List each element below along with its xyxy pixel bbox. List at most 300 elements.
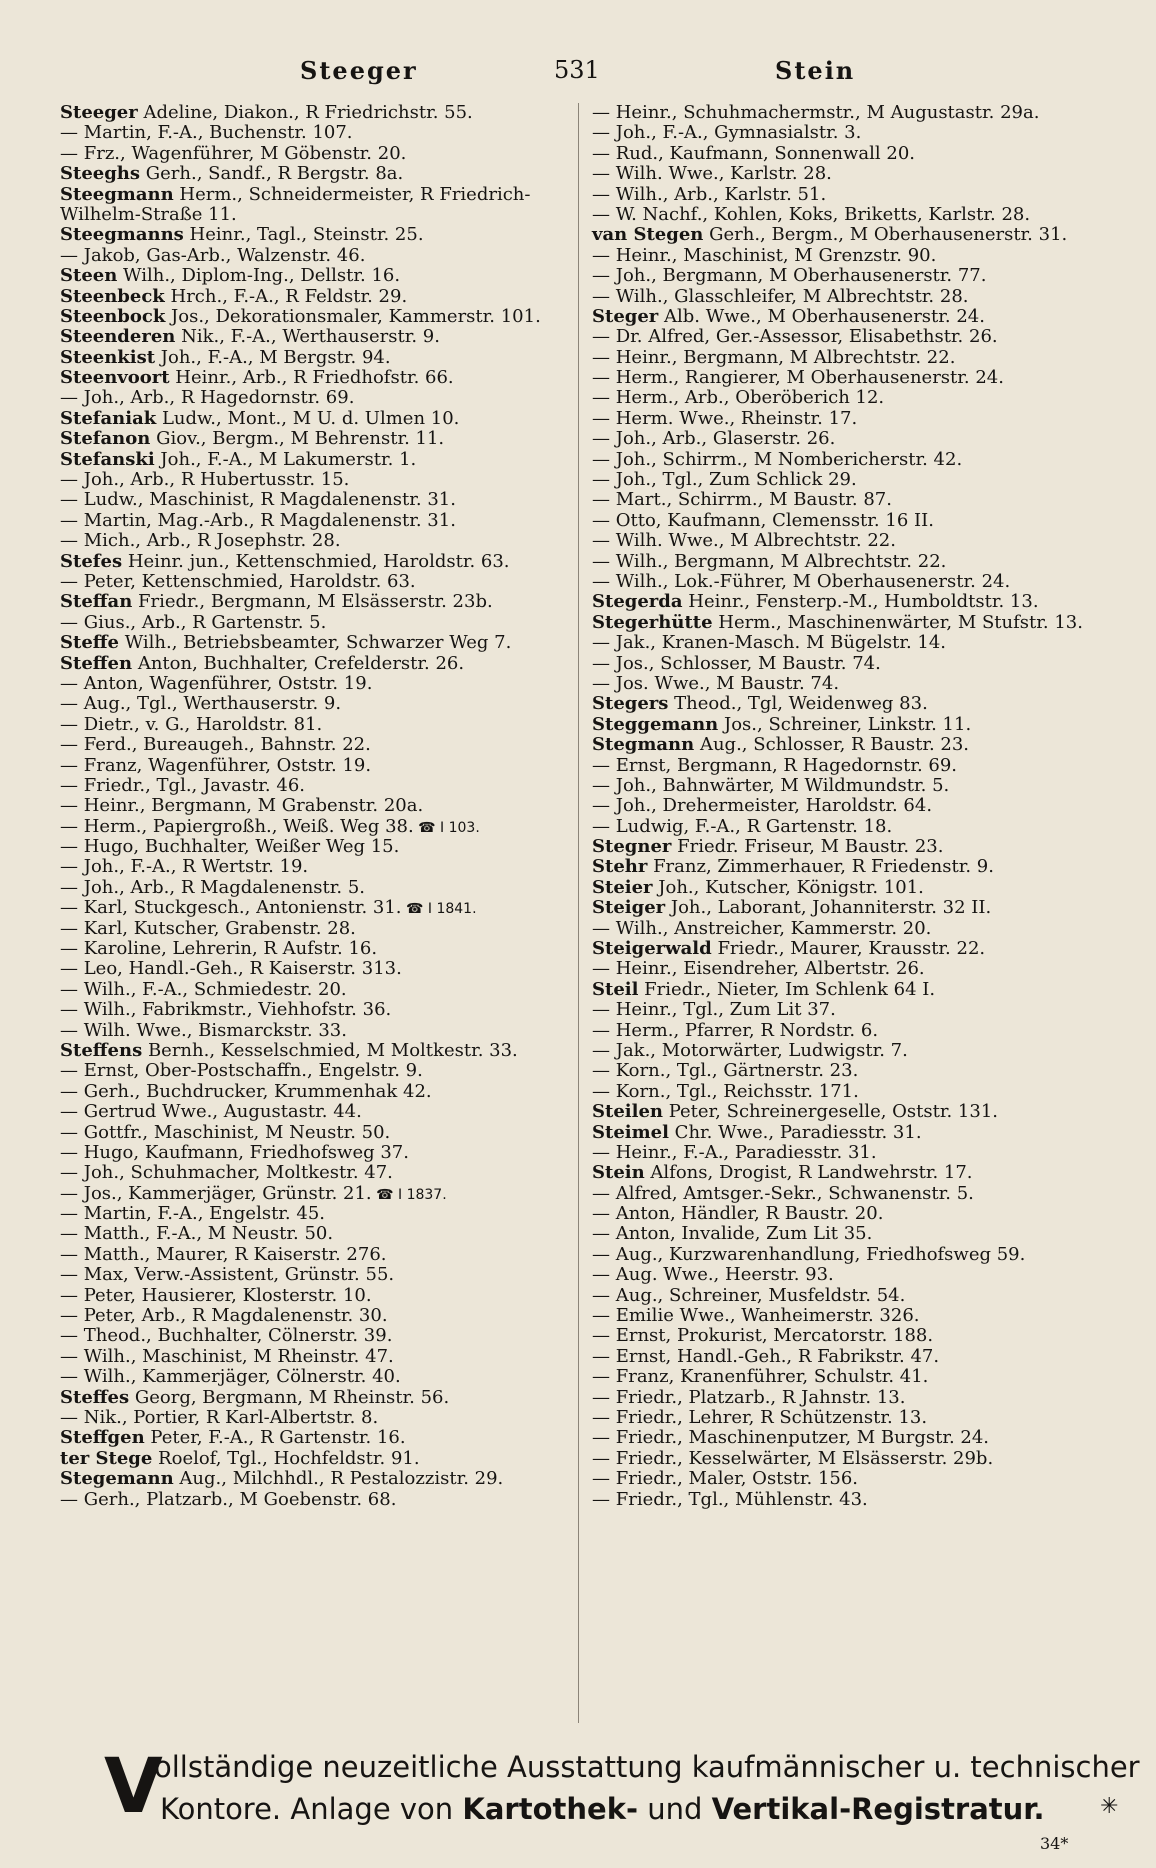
entry-details: — Heinr., F.-A., Paradiesstr. 31.	[592, 1141, 877, 1163]
directory-entry	[60, 1102, 565, 1122]
entry-surname: Stehr	[592, 856, 648, 878]
directory-entry	[60, 1490, 565, 1510]
directory-entry	[60, 796, 565, 816]
ad-initial: V	[104, 1741, 163, 1830]
entry-details: — Ernst, Ober-Postschaffn., Engelstr. 9.	[60, 1060, 423, 1082]
entry-details: — Herm., Pfarrer, R Nordstr. 6.	[592, 1019, 879, 1041]
entry-details: — Karoline, Lehrerin, R Aufstr. 16.	[60, 938, 378, 960]
directory-entry	[592, 1102, 1132, 1122]
entry-surname: Steffen	[60, 652, 133, 674]
entry-surname: Steigerwald	[592, 938, 712, 960]
directory-entry	[60, 266, 565, 286]
entry-surname: Steimel	[592, 1121, 669, 1143]
directory-entry	[60, 1449, 565, 1469]
entry-details: — Wilh., Lok.-Führer, M Oberhausenerstr. 24.	[592, 570, 1011, 592]
directory-entry	[60, 287, 565, 307]
directory-entry	[592, 939, 1132, 959]
entry-details: — Leo, Handl.-Geh., R Kaiserstr. 313.	[60, 958, 402, 980]
running-header	[0, 52, 1156, 92]
entry-details: Herm., Schneidermeister, R Friedrich-	[173, 183, 531, 205]
directory-entry	[592, 1021, 1132, 1041]
entry-details: Wilh., Betriebsbeamter, Schwarzer Weg 7.	[119, 632, 512, 654]
entry-surname: Steegmanns	[60, 224, 184, 246]
entry-details: — Joh., Tgl., Zum Schlick 29.	[592, 469, 857, 491]
directory-entry	[592, 1408, 1132, 1428]
directory-entry	[592, 287, 1132, 307]
entry-details: — Anton, Invalide, Zum Lit 35.	[592, 1223, 873, 1245]
entry-details: Friedr., Bergmann, M Elsässerstr. 23b.	[132, 591, 493, 613]
entry-details: — Wilh., Maschinist, M Rheinstr. 47.	[60, 1345, 394, 1367]
entry-details: — Jak., Kranen-Masch. M Bügelstr. 14.	[592, 632, 947, 654]
directory-entry	[592, 1265, 1132, 1285]
entry-details: — Friedr., Tgl., Mühlenstr. 43.	[592, 1488, 868, 1510]
entry-surname: Steger	[592, 305, 659, 327]
ad-line-1: ollständige neuzeitliche Ausstattung kaufmännischer u. technischer	[154, 1750, 1140, 1784]
advertisement	[100, 1741, 1140, 1836]
entry-details: — Dr. Alfred, Ger.-Assessor, Elisabethstr. 26.	[592, 326, 998, 348]
entry-details: Gerh., Bergm., M Oberhausenerstr. 31.	[703, 224, 1068, 246]
entry-details: — Jos. Wwe., M Baustr. 74.	[592, 672, 840, 694]
entry-details: — Peter, Hausierer, Klosterstr. 10.	[60, 1284, 372, 1306]
entry-details: — Franz, Kranenführer, Schulstr. 41.	[592, 1366, 929, 1388]
directory-entry	[60, 368, 565, 388]
directory-entry	[60, 103, 565, 123]
directory-entry	[60, 1123, 565, 1143]
directory-entry	[592, 368, 1132, 388]
entry-details: — Heinr., Bergmann, M Grabenstr. 20a.	[60, 795, 424, 817]
telephone-number: ☎ I 1841.	[401, 901, 477, 918]
entry-details: — Joh., Bergmann, M Oberhausenerstr. 77.	[592, 265, 987, 287]
directory-entry	[592, 1347, 1132, 1367]
directory-entry	[60, 490, 565, 510]
entry-details: — Wilh., Kammerjäger, Cölnerstr. 40.	[60, 1366, 401, 1388]
directory-entry	[60, 1408, 565, 1428]
printer-mark-icon: ✳	[1100, 1794, 1119, 1819]
directory-entry	[592, 144, 1132, 164]
directory-entry	[60, 409, 565, 429]
directory-entry	[60, 959, 565, 979]
ad-line-2c: und	[638, 1792, 712, 1826]
directory-entry	[592, 511, 1132, 531]
directory-entry	[60, 1265, 565, 1285]
entry-details: — Peter, Kettenschmied, Haroldstr. 63.	[60, 570, 416, 592]
entry-details: — Joh., Arb., R Hagedornstr. 69.	[60, 387, 355, 409]
directory-entry	[60, 633, 565, 653]
entry-details: — Dietr., v. G., Haroldstr. 81.	[60, 713, 323, 735]
entry-surname: Steil	[592, 978, 639, 1000]
entry-details: Heinr., Fensterp.-M., Humboldtstr. 13.	[682, 591, 1039, 613]
directory-entry	[60, 531, 565, 551]
directory-entry	[60, 694, 565, 714]
directory-entry	[592, 1184, 1132, 1204]
entry-details: — Otto, Kaufmann, Clemensstr. 16 II.	[592, 509, 934, 531]
directory-entry	[60, 1326, 565, 1346]
entry-details: — Friedr., Lehrer, R Schützenstr. 13.	[592, 1407, 928, 1428]
entry-details: Chr. Wwe., Paradiesstr. 31.	[668, 1121, 922, 1143]
directory-entry	[592, 613, 1132, 633]
directory-entry	[60, 470, 565, 490]
entry-details: Roelof, Tgl., Hochfeldstr. 91.	[152, 1447, 420, 1469]
directory-entry	[60, 1306, 565, 1326]
entry-details: — Jak., Motorwärter, Ludwigstr. 7.	[592, 1039, 908, 1061]
directory-entry	[60, 307, 565, 327]
entry-surname: Steffan	[60, 591, 133, 613]
entry-details: — Karl, Stuckgesch., Antonienstr. 31.	[60, 897, 402, 919]
entry-details: Friedr., Nieter, Im Schlenk 64 I.	[638, 978, 936, 1000]
directory-entry	[592, 1224, 1132, 1244]
entry-details: — Friedr., Maler, Oststr. 156.	[592, 1468, 859, 1490]
directory-entry	[592, 246, 1132, 266]
entry-details: — Karl, Kutscher, Grabenstr. 28.	[60, 917, 356, 939]
directory-entry	[60, 878, 565, 898]
directory-entry	[60, 1184, 565, 1204]
entry-details: — Anton, Wagenführer, Oststr. 19.	[60, 672, 373, 694]
directory-entry	[592, 776, 1132, 796]
entry-details: — Wilh. Wwe., Bismarckstr. 33.	[60, 1019, 347, 1041]
entry-details: Giov., Bergm., M Behrenstr. 11.	[150, 428, 445, 450]
entry-details: — Franz, Wagenführer, Oststr. 19.	[60, 754, 372, 776]
entry-details: — Gottfr., Maschinist, M Neustr. 50.	[60, 1121, 391, 1143]
entry-details: Alfons, Drogist, R Landwehrstr. 17.	[644, 1162, 973, 1184]
entry-details: — Aug., Tgl., Werthauserstr. 9.	[60, 693, 342, 715]
directory-entry	[592, 1123, 1132, 1143]
left-column	[60, 103, 565, 1510]
entry-surname: Steen	[60, 265, 118, 287]
entry-details: Heinr. jun., Kettenschmied, Haroldstr. 63.	[122, 550, 510, 572]
directory-entry	[60, 756, 565, 776]
entry-details: Hrch., F.-A., R Feldstr. 29.	[164, 285, 408, 307]
entry-details: — Friedr., Maschinenputzer, M Burgstr. 24.	[592, 1427, 990, 1449]
directory-entry	[592, 1326, 1132, 1346]
directory-entry	[60, 348, 565, 368]
entry-details: — Aug., Kurzwarenhandlung, Friedhofsweg 59.	[592, 1243, 1026, 1265]
entry-details: — Heinr., Tgl., Zum Lit 37.	[592, 999, 836, 1021]
directory-entry	[592, 837, 1132, 857]
entry-details: — Herm., Rangierer, M Oberhausenerstr. 24.	[592, 367, 1004, 389]
entry-details: Alb. Wwe., M Oberhausenerstr. 24.	[658, 305, 985, 327]
header-left-word: Steeger	[300, 56, 418, 85]
entry-details: Peter, Schreinergeselle, Oststr. 131.	[662, 1101, 999, 1123]
entry-details: — Heinr., Maschinist, M Grenzstr. 90.	[592, 244, 937, 266]
entry-details: — Joh., F.-A., R Wertstr. 19.	[60, 856, 309, 878]
directory-entry	[592, 1306, 1132, 1326]
column-divider	[578, 103, 579, 1723]
entry-details: — Matth., F.-A., M Neustr. 50.	[60, 1223, 334, 1245]
entry-details: — Gerh., Buchdrucker, Krummenhak 42.	[60, 1080, 432, 1102]
directory-entry	[592, 980, 1132, 1000]
entry-details: — Frz., Wagenführer, M Göbenstr. 20.	[60, 142, 407, 164]
entry-surname: Stefes	[60, 550, 123, 572]
entry-surname: Stefanon	[60, 428, 151, 450]
entry-details: — Jakob, Gas-Arb., Walzenstr. 46.	[60, 244, 366, 266]
directory-entry	[60, 1041, 565, 1061]
entry-surname: Steenbock	[60, 305, 166, 327]
entry-details: — Martin, Mag.-Arb., R Magdalenenstr. 31.	[60, 509, 456, 531]
entry-details: Aug., Schlosser, R Baustr. 23.	[694, 734, 970, 756]
directory-entry	[592, 348, 1132, 368]
directory-entry	[60, 1469, 565, 1489]
directory-entry	[592, 1428, 1132, 1448]
directory-entry	[592, 185, 1132, 205]
directory-entry	[60, 715, 565, 735]
entry-details: Heinr., Arb., R Friedhofstr. 66.	[169, 367, 454, 389]
page-number: 531	[554, 56, 600, 84]
directory-entry	[60, 1224, 565, 1244]
entry-details: — Gertrud Wwe., Augustastr. 44.	[60, 1101, 362, 1123]
directory-entry	[60, 735, 565, 755]
directory-entry	[60, 1428, 565, 1448]
ad-line-2a: Kontore. Anlage von	[160, 1792, 463, 1826]
directory-entry	[592, 1449, 1132, 1469]
ad-line-2b: Kartothek-	[462, 1792, 639, 1826]
directory-entry	[60, 857, 565, 877]
directory-entry	[592, 470, 1132, 490]
entry-details: — Friedr., Platzarb., R Jahnstr. 13.	[592, 1386, 906, 1408]
entry-details: Joh., F.-A., M Lakumerstr. 1.	[154, 448, 417, 470]
directory-entry	[592, 572, 1132, 592]
entry-details: Joh., F.-A., M Bergstr. 94.	[155, 346, 391, 368]
entry-details: — Martin, F.-A., Engelstr. 45.	[60, 1203, 325, 1225]
entry-surname: Steffens	[60, 1039, 143, 1061]
entry-details: — Emilie Wwe., Wanheimerstr. 326.	[592, 1305, 920, 1327]
directory-entry	[592, 959, 1132, 979]
entry-details: Friedr., Maurer, Krausstr. 22.	[711, 938, 986, 960]
right-column	[592, 103, 1132, 1510]
entry-details: — Wilh., F.-A., Schmiedestr. 20.	[60, 978, 347, 1000]
entry-details: — Wilh. Wwe., M Albrechtstr. 22.	[592, 530, 896, 552]
entry-surname: Steenbeck	[60, 285, 165, 307]
directory-entry	[592, 878, 1132, 898]
directory-entry	[60, 225, 565, 245]
telephone-number: ☎ I 103.	[413, 819, 480, 836]
directory-entry	[592, 756, 1132, 776]
directory-entry	[592, 1061, 1132, 1081]
entry-details: — Joh., Drehermeister, Haroldstr. 64.	[592, 795, 933, 817]
directory-entry	[60, 1245, 565, 1265]
entry-details: — Ludwig, F.-A., R Gartenstr. 18.	[592, 815, 893, 837]
directory-entry	[60, 327, 565, 347]
directory-entry	[592, 674, 1132, 694]
entry-details: Georg, Bergmann, M Rheinstr. 56.	[129, 1386, 450, 1408]
directory-entry	[60, 592, 565, 612]
entry-details: — Mich., Arb., R Josephstr. 28.	[60, 530, 341, 552]
entry-details: — Wilh., Fabrikmstr., Viehhofstr. 36.	[60, 999, 392, 1021]
entry-details: — Korn., Tgl., Reichsstr. 171.	[592, 1080, 859, 1102]
entry-details: — Heinr., Bergmann, M Albrechtstr. 22.	[592, 346, 956, 368]
entry-details: Ludw., Mont., M U. d. Ulmen 10.	[156, 407, 460, 429]
directory-entry	[60, 1204, 565, 1224]
directory-entry	[592, 225, 1132, 245]
directory-entry	[592, 1490, 1132, 1510]
entry-details: — Mart., Schirrm., M Baustr. 87.	[592, 489, 892, 511]
directory-entry	[60, 511, 565, 531]
entry-surname: Stegerda	[592, 591, 683, 613]
directory-entry	[60, 898, 565, 918]
directory-entry	[592, 592, 1132, 612]
directory-entry	[592, 1367, 1132, 1387]
directory-entry	[60, 613, 565, 633]
entry-details: — Ernst, Prokurist, Mercatorstr. 188.	[592, 1325, 934, 1347]
directory-entry	[592, 531, 1132, 551]
entry-details: — Wilh., Arb., Karlstr. 51.	[592, 183, 827, 205]
entry-details: — Wilh. Wwe., Karlstr. 28.	[592, 163, 832, 185]
directory-entry	[592, 327, 1132, 347]
entry-surname: ter Stege	[60, 1447, 153, 1469]
directory-entry	[592, 103, 1132, 123]
entry-details: — Heinr., Eisendreher, Albertstr. 26.	[592, 958, 925, 980]
directory-entry	[60, 205, 565, 225]
directory-entry	[592, 715, 1132, 735]
entry-details: — Friedr., Tgl., Javastr. 46.	[60, 774, 306, 796]
entry-details: — Martin, F.-A., Buchenstr. 107.	[60, 122, 353, 144]
entry-details: — Heinr., Schuhmachermstr., M Augustastr. 29a.	[592, 102, 1040, 123]
entry-details: — Aug., Schreiner, Musfeldstr. 54.	[592, 1284, 906, 1306]
directory-entry	[60, 919, 565, 939]
entry-details: — Matth., Maurer, R Kaiserstr. 276.	[60, 1243, 387, 1265]
entry-surname: Steenderen	[60, 326, 176, 348]
directory-entry	[60, 837, 565, 857]
directory-entry	[60, 164, 565, 184]
directory-entry	[60, 123, 565, 143]
directory-entry	[60, 776, 565, 796]
entry-details: — Gius., Arb., R Gartenstr. 5.	[60, 611, 327, 633]
directory-entry	[60, 450, 565, 470]
entry-surname: Stein	[592, 1162, 645, 1184]
entry-surname: Steffgen	[60, 1427, 145, 1449]
entry-details: — Joh., Arb., R Magdalenenstr. 5.	[60, 876, 365, 898]
directory-entry	[592, 1245, 1132, 1265]
directory-entry	[60, 980, 565, 1000]
directory-entry	[60, 1367, 565, 1387]
entry-details: — Herm., Arb., Oberöberich 12.	[592, 387, 885, 409]
directory-entry	[60, 654, 565, 674]
entry-details: — Joh., F.-A., Gymnasialstr. 3.	[592, 122, 862, 144]
entry-details: — Joh., Arb., Glaserstr. 26.	[592, 428, 836, 450]
entry-surname: Steegmann	[60, 183, 174, 205]
entry-details: Herm., Maschinenwärter, M Stufstr. 13.	[712, 611, 1083, 633]
entry-details: Peter, F.-A., R Gartenstr. 16.	[144, 1427, 406, 1449]
entry-surname: Steiger	[592, 897, 666, 919]
directory-entry	[592, 409, 1132, 429]
entry-surname: Steeghs	[60, 163, 141, 185]
entry-details: — Wilh., Bergmann, M Albrechtstr. 22.	[592, 550, 947, 572]
directory-entry	[60, 388, 565, 408]
directory-entry	[60, 552, 565, 572]
entry-details: — Ernst, Bergmann, R Hagedornstr. 69.	[592, 754, 958, 776]
directory-entry	[60, 1388, 565, 1408]
directory-entry	[592, 1000, 1132, 1020]
directory-entry	[60, 572, 565, 592]
entry-details: Jos., Schreiner, Linkstr. 11.	[718, 713, 972, 735]
entry-details: — Hugo, Buchhalter, Weißer Weg 15.	[60, 836, 400, 858]
entry-details: Wilh., Diplom-Ing., Dellstr. 16.	[117, 265, 401, 287]
directory-entry	[592, 123, 1132, 143]
entry-details: — Theod., Buchhalter, Cölnerstr. 39.	[60, 1325, 393, 1347]
entry-details: Friedr. Friseur, M Baustr. 23.	[671, 836, 944, 858]
directory-entry	[592, 919, 1132, 939]
entry-details: Joh., Laborant, Johanniterstr. 32 II.	[665, 897, 992, 919]
entry-details: — Ludw., Maschinist, R Magdalenenstr. 31.	[60, 489, 456, 511]
directory-entry	[592, 1469, 1132, 1489]
signature-mark: 34*	[1040, 1834, 1069, 1853]
entry-details: — Max, Verw.-Assistent, Grünstr. 55.	[60, 1264, 395, 1286]
entry-details: Theod., Tgl, Weidenweg 83.	[668, 693, 928, 715]
entry-details: — Ferd., Bureaugeh., Bahnstr. 22.	[60, 734, 371, 756]
entry-surname: Stegner	[592, 836, 672, 858]
directory-entry	[60, 1061, 565, 1081]
entry-surname: Steenkist	[60, 346, 156, 368]
directory-entry	[592, 694, 1132, 714]
entry-details: Jos., Dekorationsmaler, Kammerstr. 101.	[165, 305, 541, 327]
directory-entry	[60, 144, 565, 164]
directory-entry	[592, 429, 1132, 449]
entry-details: Aug., Milchhdl., R Pestalozzistr. 29.	[173, 1468, 504, 1490]
entry-details: — Gerh., Platzarb., M Goebenstr. 68.	[60, 1488, 397, 1510]
entry-details: Bernh., Kesselschmied, M Moltkestr. 33.	[142, 1039, 518, 1061]
directory-entry	[592, 1388, 1132, 1408]
entry-details: — Aug. Wwe., Heerstr. 93.	[592, 1264, 834, 1286]
directory-entry	[592, 205, 1132, 225]
entry-details: Heinr., Tagl., Steinstr. 25.	[183, 224, 424, 246]
directory-entry	[592, 266, 1132, 286]
entry-details: — Peter, Arb., R Magdalenenstr. 30.	[60, 1305, 388, 1327]
entry-details: — Nik., Portier, R Karl-Albertstr. 8.	[60, 1407, 379, 1428]
entry-details: — Alfred, Amtsger.-Sekr., Schwanenstr. 5.	[592, 1182, 974, 1204]
entry-details: — Herm., Papiergroßh., Weiß. Weg 38.	[60, 815, 414, 837]
entry-surname: Stegerhütte	[592, 611, 713, 633]
directory-entry	[592, 857, 1132, 877]
directory-entry	[60, 1082, 565, 1102]
entry-details: — Wilh., Glasschleifer, M Albrechtstr. 28.	[592, 285, 969, 307]
directory-entry	[592, 307, 1132, 327]
directory-entry	[592, 450, 1132, 470]
directory-entry	[592, 1082, 1132, 1102]
directory-entry	[60, 674, 565, 694]
directory-entry	[60, 246, 565, 266]
directory-entry	[592, 1204, 1132, 1224]
directory-entry	[592, 633, 1132, 653]
entry-details: — Jos., Kammerjäger, Grünstr. 21.	[60, 1182, 372, 1204]
entry-details: — Jos., Schlosser, M Baustr. 74.	[592, 652, 881, 674]
entry-details: Joh., Kutscher, Königstr. 101.	[652, 876, 924, 898]
entry-surname: Steier	[592, 876, 653, 898]
directory-entry	[60, 939, 565, 959]
entry-surname: Steffes	[60, 1386, 130, 1408]
directory-entry	[60, 1286, 565, 1306]
directory-entry	[592, 490, 1132, 510]
entry-details: — Rud., Kaufmann, Sonnenwall 20.	[592, 142, 916, 164]
ad-line-2d: Vertikal-Registratur.	[711, 1792, 1045, 1826]
entry-surname: Steilen	[592, 1101, 663, 1123]
entry-details: Franz, Zimmerhauer, R Friedenstr. 9.	[647, 856, 994, 878]
entry-details: — Joh., Schirrm., M Nombericherstr. 42.	[592, 448, 963, 470]
directory-entry	[592, 817, 1132, 837]
entry-surname: Stefanski	[60, 448, 155, 470]
entry-details: Adeline, Diakon., R Friedrichstr. 55.	[137, 102, 473, 123]
entry-details: — W. Nachf., Kohlen, Koks, Briketts, Karlstr. 28.	[592, 203, 1031, 225]
directory-entry	[592, 654, 1132, 674]
directory-entry	[592, 735, 1132, 755]
header-right-word: Stein	[775, 56, 856, 85]
directory-entry	[60, 1347, 565, 1367]
entry-surname: Steggemann	[592, 713, 719, 735]
directory-entry	[592, 1163, 1132, 1183]
entry-details: — Joh., Arb., R Hubertusstr. 15.	[60, 469, 350, 491]
entry-surname: Stefaniak	[60, 407, 157, 429]
entry-details: — Friedr., Kesselwärter, M Elsässerstr. 29b.	[592, 1447, 994, 1469]
entry-details: Nik., F.-A., Werthauserstr. 9.	[175, 326, 440, 348]
directory-entry	[592, 898, 1132, 918]
